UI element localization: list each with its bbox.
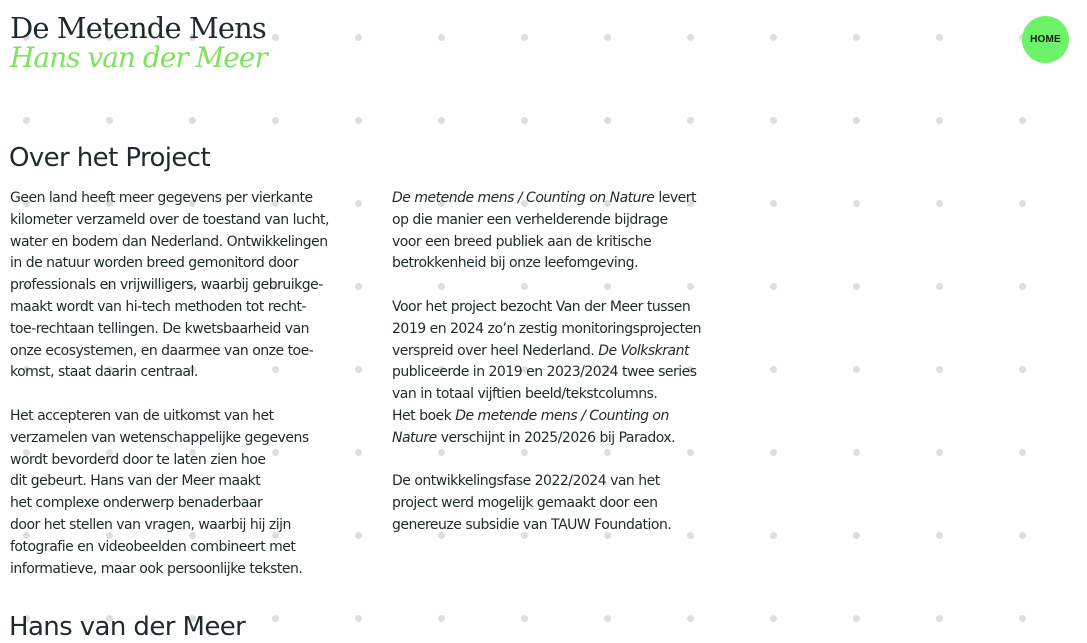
paragraph-line: in de natuur worden breed gemonitord door <box>10 255 298 272</box>
paragraph-line: op die manier een verhelderende bijdrage <box>392 211 668 228</box>
site-subtitle: Hans van der Meer <box>10 41 267 74</box>
paragraph-line <box>392 428 752 450</box>
paragraph-line: Het accepteren van de uitkomst van het <box>10 407 274 424</box>
paragraph-line <box>392 341 752 363</box>
paragraph-line: dit gebeurt. Hans van der Meer maakt <box>10 473 261 490</box>
paragraph-gap <box>392 450 752 472</box>
paragraph-line <box>392 188 752 210</box>
text-fragment: levert <box>654 190 697 206</box>
paragraph-gap <box>392 275 752 297</box>
paragraph-line: publiceerde in 2019 en 2023/2024 twee series <box>392 364 697 381</box>
artist-section-title: Hans van der Meer <box>9 612 246 642</box>
site-title[interactable]: De Metende Mens <box>10 11 266 45</box>
paragraph-line: door het stellen van vragen, waarbij hij zijn <box>10 516 291 533</box>
newspaper-name: De Volkskrant <box>598 342 689 359</box>
text-fragment: Het boek <box>392 407 456 424</box>
text-fragment: verschijnt in 2025/2026 bij Paradox. <box>436 429 676 446</box>
paragraph-line: onze ecosystemen, en daarmee van onze toe- <box>10 342 314 359</box>
paragraph-line: betrokkenheid bij onze leefomgeving. <box>392 255 639 272</box>
paragraph-line: maakt wordt van hi-tech methoden tot recht- <box>10 298 306 315</box>
book-title: De metende mens / Counting on Nature <box>392 190 655 206</box>
paragraph-line: toe-rechtaan tellingen. De kwetsbaarheid van <box>10 320 310 337</box>
about-right-column <box>392 188 752 537</box>
paragraph-line: informatieve, maar ook persoonlijke teksten. <box>10 560 303 577</box>
paragraph-line: project werd mogelijk gemaakt door een <box>392 495 658 512</box>
paragraph-line: voor een breed publiek aan de kritische <box>392 233 652 250</box>
paragraph-line: het complexe onderwerp benaderbaar <box>10 495 263 512</box>
paragraph-line: water en bodem dan Nederland. Ontwikkelingen <box>10 233 328 250</box>
paragraph-line: verzamelen van wetenschappelijke gegevens <box>10 429 309 446</box>
paragraph-line: Geen land heeft meer gegevens per vierkante <box>10 190 313 206</box>
book-title: Nature <box>392 429 437 446</box>
paragraph-line: Voor het project bezocht Van der Meer tussen <box>392 298 691 315</box>
paragraph-line <box>392 406 752 428</box>
about-section-title: Over het Project <box>9 143 211 173</box>
paragraph-line: komst, staat daarin centraal. <box>10 364 198 381</box>
paragraph-line: professionals en vrijwilligers, waarbij gebruikge- <box>10 277 323 294</box>
home-button[interactable]: HOME <box>1022 16 1069 63</box>
text-fragment: verspreid over heel Nederland. <box>392 342 599 359</box>
paragraph-line: 2019 en 2024 zo’n zestig monitoringsprojecten <box>392 320 702 337</box>
paragraph-line: wordt bevorderd door te laten zien hoe <box>10 451 266 468</box>
paragraph-line: van in totaal vijftien beeld/tekstcolumns. <box>392 386 658 403</box>
paragraph-line: genereuze subsidie van TAUW Foundation. <box>392 516 672 533</box>
paragraph-line: De ontwikkelingsfase 2022/2024 van het <box>392 473 660 490</box>
about-left-column <box>10 188 380 580</box>
paragraph-line: kilometer verzameld over de toestand van lucht, <box>10 211 329 228</box>
book-title: De metende mens / Counting on <box>455 407 669 424</box>
paragraph-line: fotografie en videobeelden combineert met <box>10 538 296 555</box>
paragraph-gap <box>10 384 380 406</box>
